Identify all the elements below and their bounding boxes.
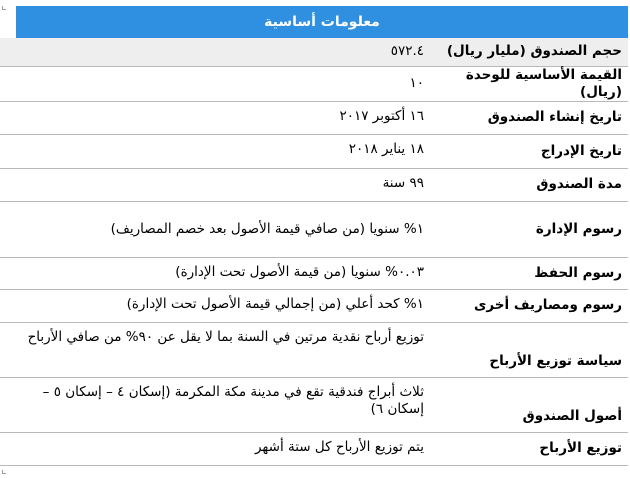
row-value: ١% سنويا (من صافي قيمة الأصول بعد خصم المصاريف) bbox=[0, 201, 430, 257]
row-value: ثلاث أبراج فندقية تقع في مدينة مكة المكرمة (إسكان ٤ – إسكان ٥ – إسكان ٦) bbox=[0, 377, 430, 432]
row-label: حجم الصندوق (مليار ريال) bbox=[430, 38, 628, 66]
row-value: ١٦ أكتوبر ٢٠١٧ bbox=[0, 101, 430, 134]
row-value: ١% كحد أعلي (من إجمالي قيمة الأصول تحت الإدارة) bbox=[0, 289, 430, 322]
table-row bbox=[0, 38, 628, 66]
table-row bbox=[0, 134, 628, 168]
row-label: رسوم الإدارة bbox=[430, 201, 628, 257]
row-label: القيمة الأساسية للوحدة (ريال) bbox=[430, 66, 628, 101]
table-row bbox=[0, 201, 628, 257]
table-row bbox=[0, 289, 628, 322]
row-label: سياسة توزيع الأرباح bbox=[430, 322, 628, 377]
row-label: أصول الصندوق bbox=[430, 377, 628, 432]
row-value: ١٠ bbox=[0, 66, 430, 101]
section-header: معلومات أساسية bbox=[16, 6, 628, 38]
row-label: تاريخ الإدراج bbox=[430, 134, 628, 168]
table-row bbox=[0, 257, 628, 289]
cell-corner-marker bbox=[2, 470, 6, 474]
table-row bbox=[0, 168, 628, 201]
row-value: توزيع أرباح نقدية مرتين في السنة بما لا يقل عن ٩٠% من صافي الأرباح bbox=[0, 322, 430, 377]
table-row bbox=[0, 432, 628, 465]
row-label: تاريخ إنشاء الصندوق bbox=[430, 101, 628, 134]
row-label: مدة الصندوق bbox=[430, 168, 628, 201]
table-row bbox=[0, 66, 628, 101]
row-value: ٠.٠٣% سنويا (من قيمة الأصول تحت الإدارة) bbox=[0, 257, 430, 289]
row-value: يتم توزيع الأرباح كل ستة أشهر bbox=[0, 432, 430, 465]
row-value: ١٨ يناير ٢٠١٨ bbox=[0, 134, 430, 168]
cell-corner-marker bbox=[2, 6, 6, 10]
row-value: ٩٩ سنة bbox=[0, 168, 430, 201]
fund-info-table bbox=[0, 38, 628, 466]
table-row bbox=[0, 322, 628, 377]
row-label: رسوم الحفظ bbox=[430, 257, 628, 289]
row-value: ٥٧٢.٤ bbox=[0, 38, 430, 66]
table-row bbox=[0, 101, 628, 134]
table-row bbox=[0, 377, 628, 432]
row-label: توزيع الأرباح bbox=[430, 432, 628, 465]
row-label: رسوم ومصاريف أخرى bbox=[430, 289, 628, 322]
